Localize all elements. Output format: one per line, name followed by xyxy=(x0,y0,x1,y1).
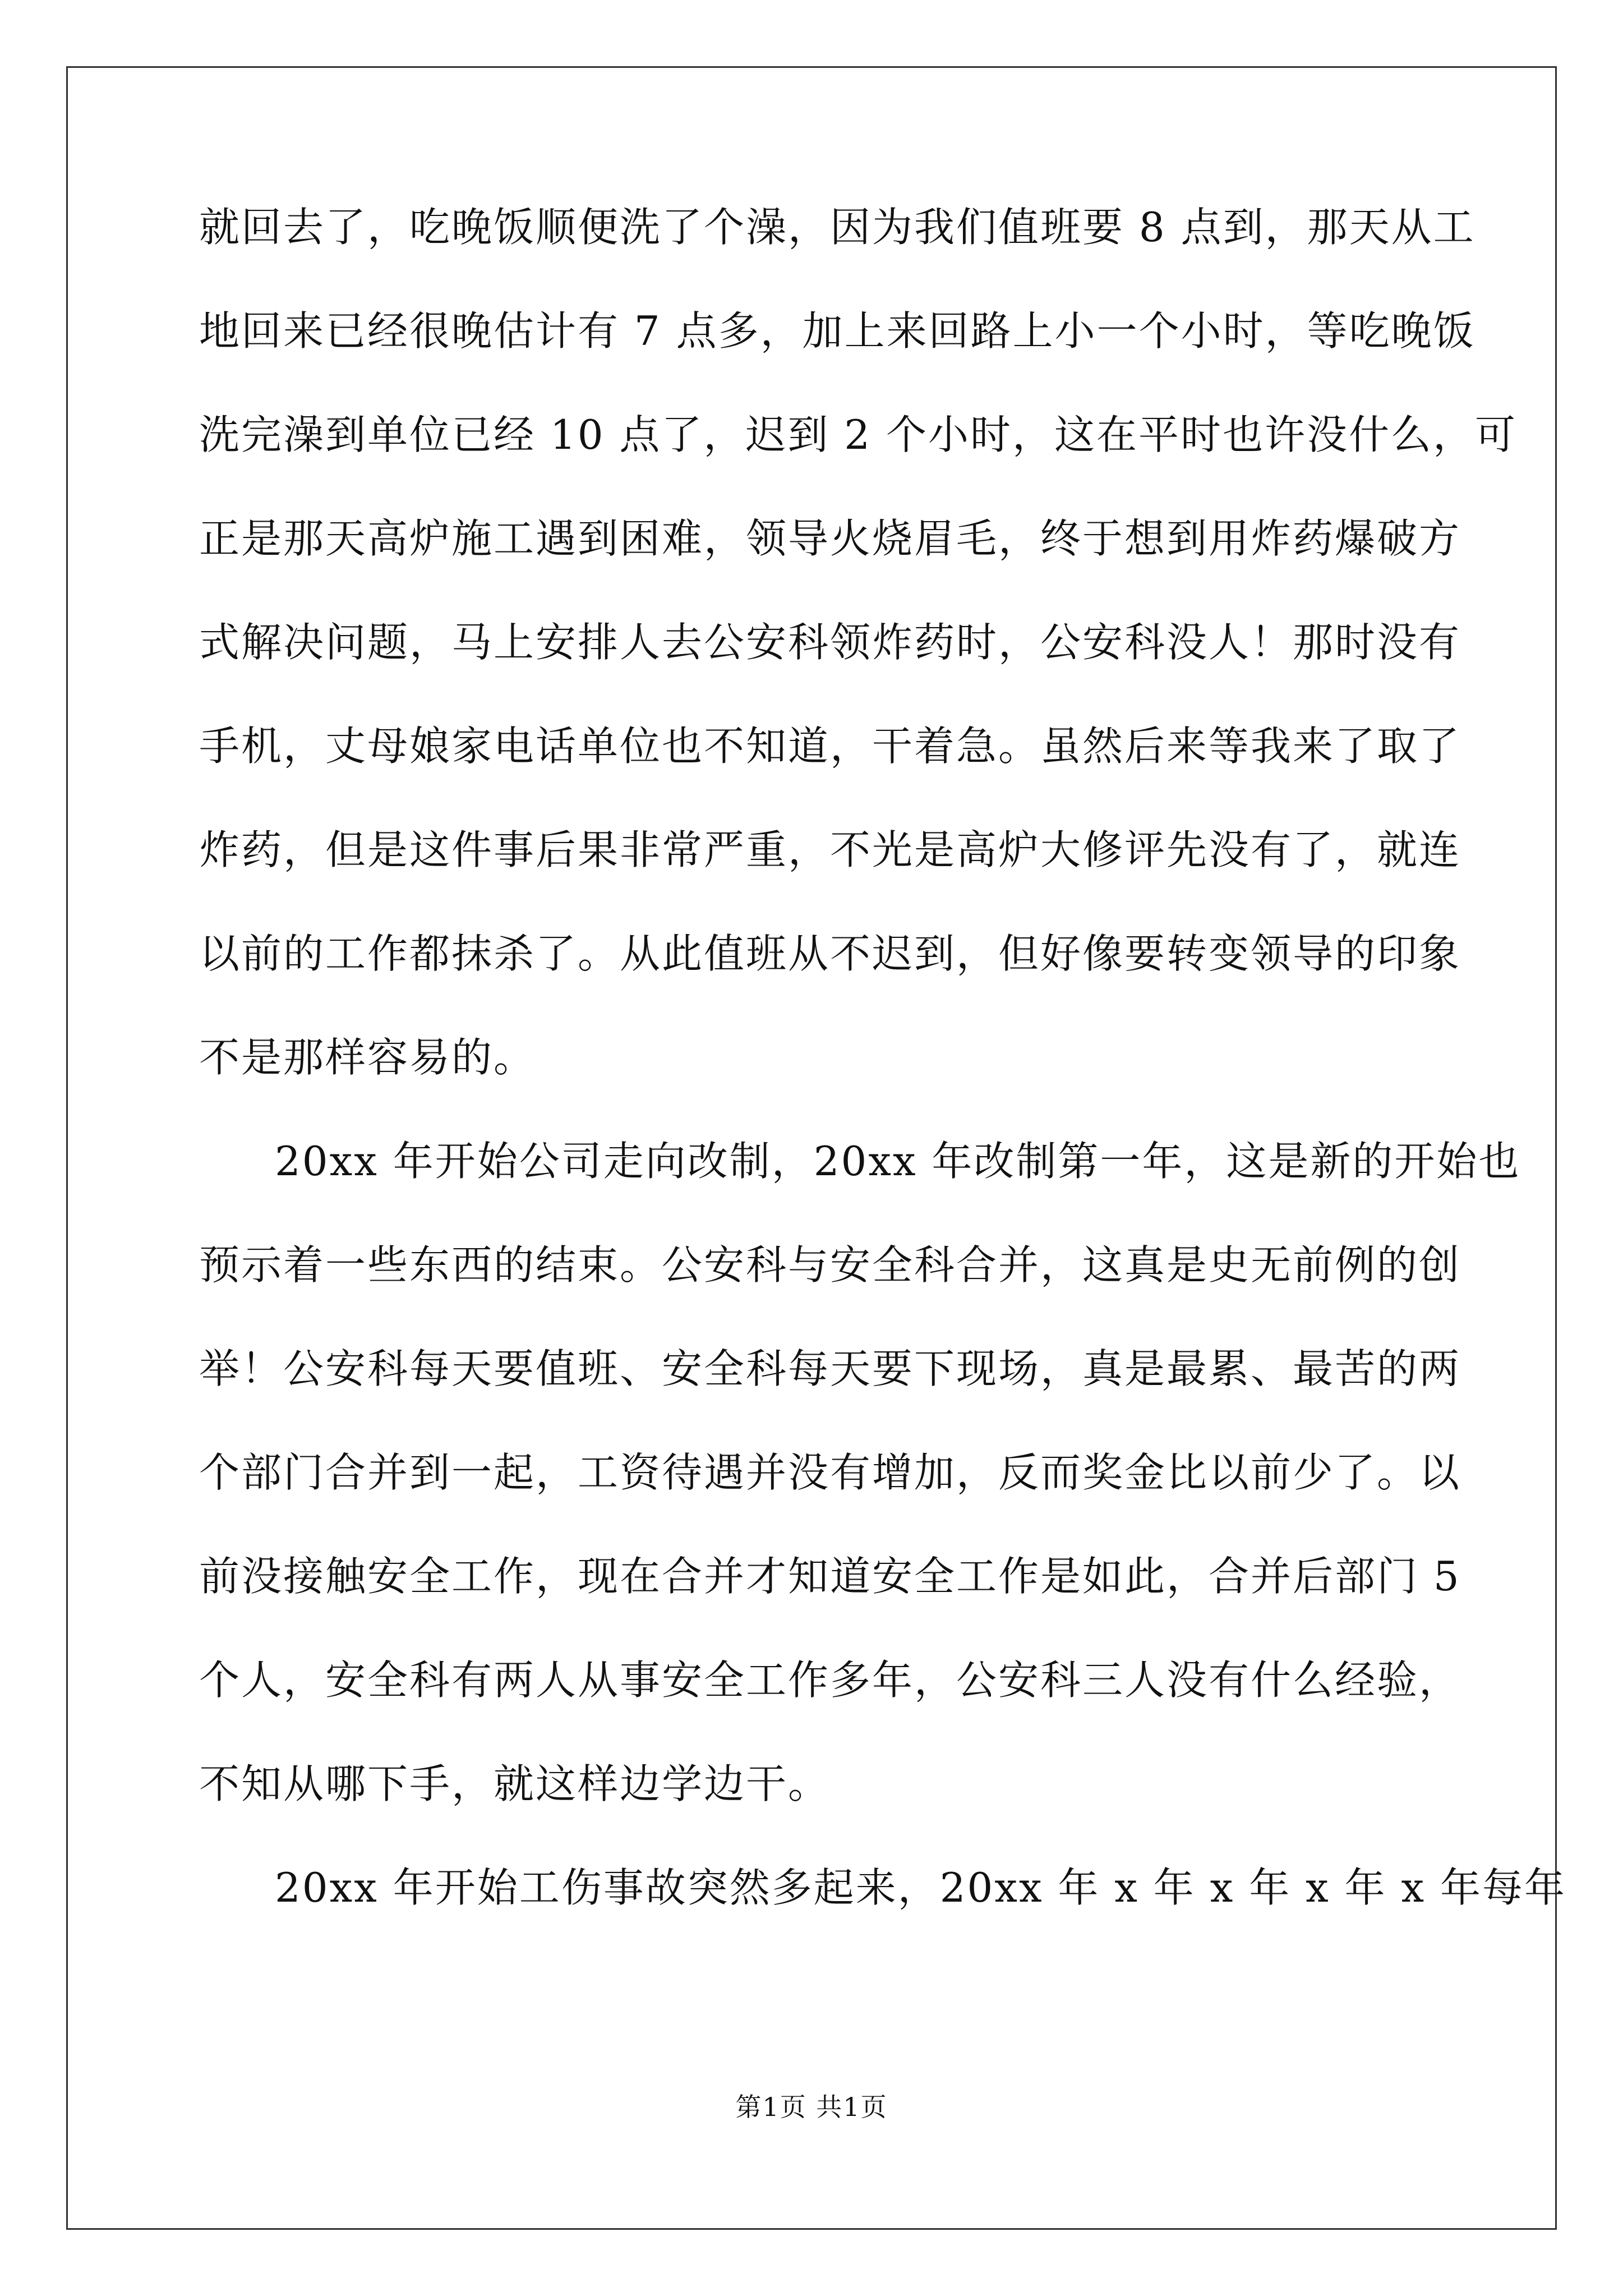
document-body xyxy=(199,202,1566,1966)
text-line: 地回来已经很晚估计有 7 点多，加上来回路上小一个小时，等吃晚饭 xyxy=(199,307,1476,355)
text-line: 炸药，但是这件事后果非常严重，不光是高炉大修评先没有了，就连 xyxy=(199,826,1461,873)
text-line: 以前的工作都抹杀了。从此值班从不迟到，但好像要转变领导的印象 xyxy=(199,930,1461,977)
page-number: 第1页 共1页 xyxy=(735,2092,888,2122)
page-footer xyxy=(0,2091,1623,2123)
text-line: 举！公安科每天要值班、安全科每天要下现场，真是最累、最苦的两 xyxy=(199,1345,1461,1392)
text-line: 个部门合并到一起，工资待遇并没有增加，反而奖金比以前少了。以 xyxy=(199,1449,1461,1496)
text-line: 前没接触安全工作，现在合并才知道安全工作是如此，合并后部门 5 xyxy=(199,1553,1461,1600)
text-line: 手机，丈母娘家电话单位也不知道，干着急。虽然后来等我来了取了 xyxy=(199,723,1461,770)
text-line: 正是那天高炉施工遇到困难，领导火烧眉毛，终于想到用炸药爆破方 xyxy=(199,515,1461,562)
text-line: 不是那样容易的。 xyxy=(199,1034,536,1081)
text-line: 20xx 年开始公司走向改制，20xx 年改制第一年，这是新的开始也 xyxy=(275,1138,1521,1185)
text-line: 洗完澡到单位已经 10 点了，迟到 2 个小时，这在平时也许没什么，可 xyxy=(199,411,1517,458)
text-line: 就回去了，吃晚饭顺便洗了个澡，因为我们值班要 8 点到，那天从工 xyxy=(199,204,1476,251)
text-line: 个人，安全科有两人从事安全工作多年，公安科三人没有什么经验， xyxy=(199,1657,1461,1704)
text-line: 不知从哪下手，就这样边学边干。 xyxy=(199,1760,831,1807)
text-line: 20xx 年开始工伤事故突然多起来，20xx 年 x 年 x 年 x 年 x 年每年 xyxy=(275,1864,1566,1911)
text-line: 式解决问题，马上安排人去公安科领炸药时，公安科没人！那时没有 xyxy=(199,619,1461,666)
text-line: 预示着一些东西的结束。公安科与安全科合并，这真是史无前例的创 xyxy=(199,1241,1461,1289)
